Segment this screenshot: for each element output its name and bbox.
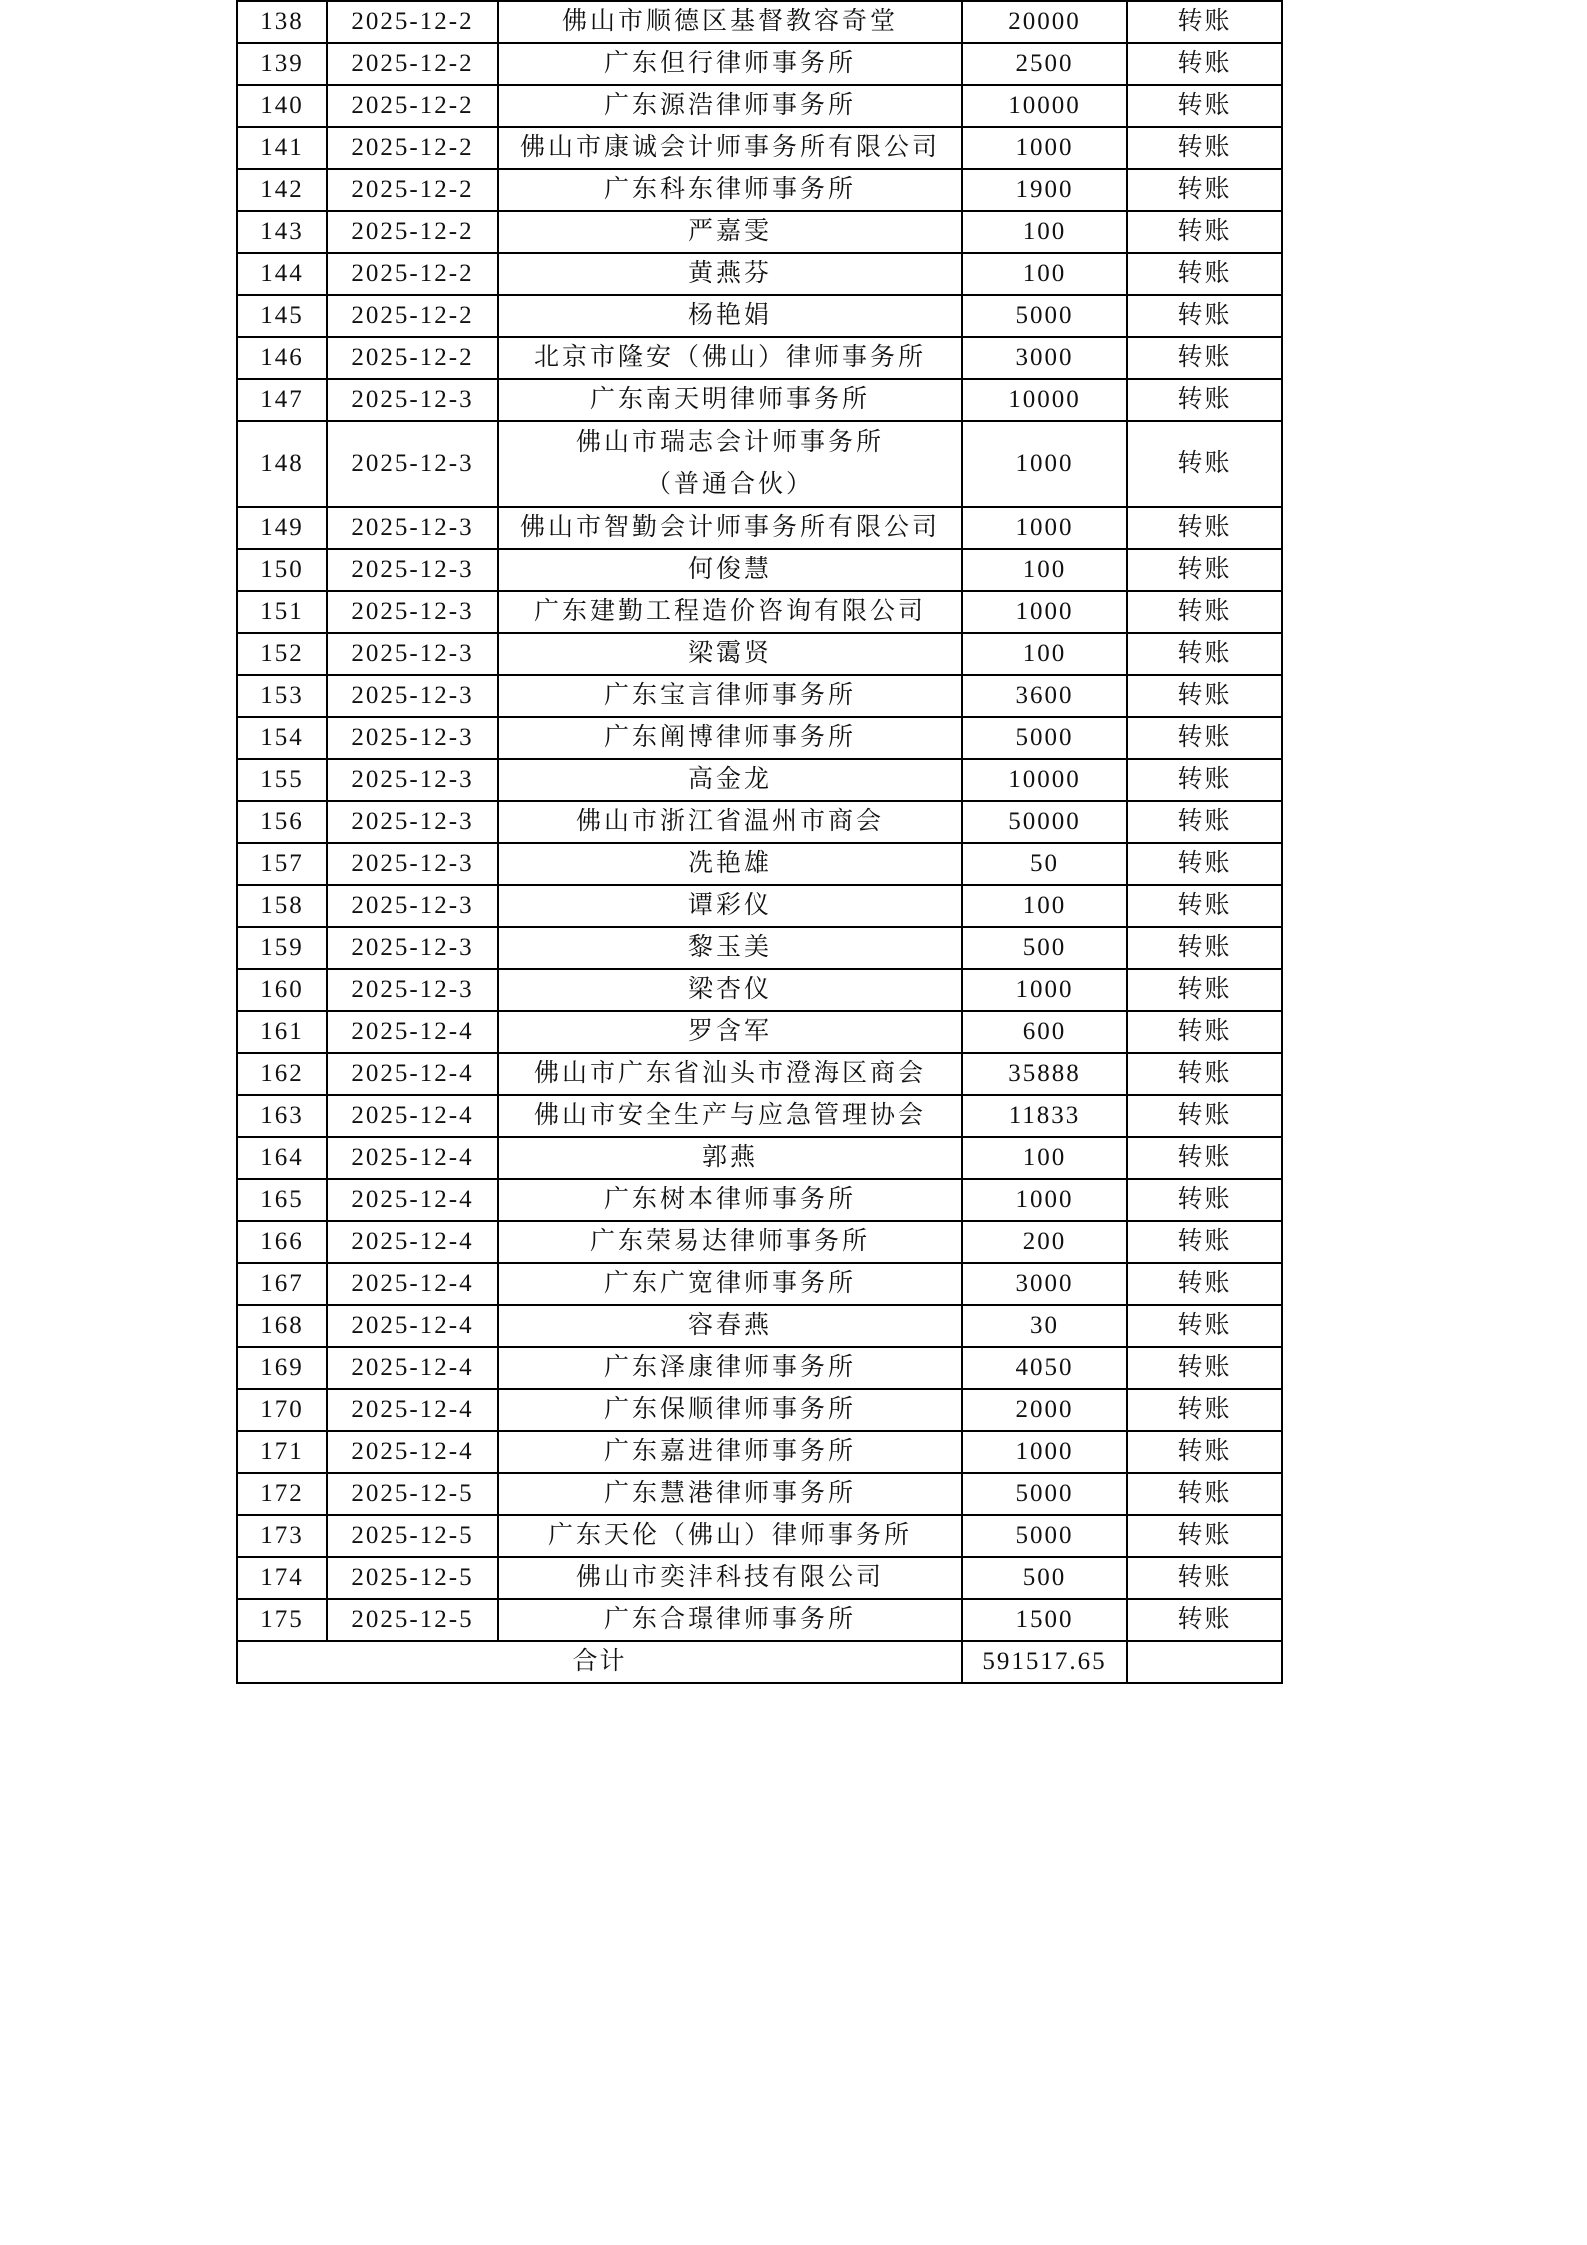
table-row xyxy=(237,1263,1282,1305)
table-row xyxy=(237,1389,1282,1431)
table-row xyxy=(237,927,1282,969)
row-amount: 100 xyxy=(962,633,1127,675)
row-number: 165 xyxy=(237,1179,327,1221)
row-method: 转账 xyxy=(1127,1179,1282,1221)
row-donor: 广东但行律师事务所 xyxy=(498,43,962,85)
row-method: 转账 xyxy=(1127,1095,1282,1137)
row-date: 2025-12-3 xyxy=(327,885,498,927)
row-number: 144 xyxy=(237,253,327,295)
row-amount: 10000 xyxy=(962,379,1127,421)
row-number: 150 xyxy=(237,549,327,591)
row-date: 2025-12-5 xyxy=(327,1599,498,1641)
table-row xyxy=(237,507,1282,549)
row-amount: 100 xyxy=(962,549,1127,591)
row-number: 157 xyxy=(237,843,327,885)
row-donor: 广东建勤工程造价咨询有限公司 xyxy=(498,591,962,633)
row-date: 2025-12-3 xyxy=(327,633,498,675)
total-label: 合计 xyxy=(237,1641,962,1683)
row-method: 转账 xyxy=(1127,1137,1282,1179)
row-number: 138 xyxy=(237,1,327,43)
table-row xyxy=(237,43,1282,85)
row-number: 155 xyxy=(237,759,327,801)
row-amount: 5000 xyxy=(962,1515,1127,1557)
row-amount: 10000 xyxy=(962,85,1127,127)
row-method: 转账 xyxy=(1127,843,1282,885)
row-method: 转账 xyxy=(1127,169,1282,211)
row-donor: 广东保顺律师事务所 xyxy=(498,1389,962,1431)
row-number: 143 xyxy=(237,211,327,253)
row-donor: 佛山市浙江省温州市商会 xyxy=(498,801,962,843)
row-date: 2025-12-2 xyxy=(327,85,498,127)
table-row xyxy=(237,1221,1282,1263)
row-donor: 黄燕芬 xyxy=(498,253,962,295)
table-row xyxy=(237,969,1282,1011)
row-donor: 佛山市顺德区基督教容奇堂 xyxy=(498,1,962,43)
row-method: 转账 xyxy=(1127,1053,1282,1095)
row-date: 2025-12-2 xyxy=(327,43,498,85)
row-amount: 500 xyxy=(962,1557,1127,1599)
row-number: 164 xyxy=(237,1137,327,1179)
row-number: 160 xyxy=(237,969,327,1011)
row-donor: 佛山市安全生产与应急管理协会 xyxy=(498,1095,962,1137)
row-amount: 1000 xyxy=(962,127,1127,169)
row-donor: 梁杏仪 xyxy=(498,969,962,1011)
table-row xyxy=(237,885,1282,927)
row-date: 2025-12-4 xyxy=(327,1179,498,1221)
table-row xyxy=(237,211,1282,253)
total-method xyxy=(1127,1641,1282,1683)
row-donor: 广东宝言律师事务所 xyxy=(498,675,962,717)
row-amount: 100 xyxy=(962,1137,1127,1179)
row-amount: 3000 xyxy=(962,337,1127,379)
row-donor: 广东南天明律师事务所 xyxy=(498,379,962,421)
ledger-body xyxy=(237,1,1282,1641)
row-number: 172 xyxy=(237,1473,327,1515)
row-date: 2025-12-4 xyxy=(327,1095,498,1137)
row-date: 2025-12-3 xyxy=(327,549,498,591)
row-number: 167 xyxy=(237,1263,327,1305)
row-number: 141 xyxy=(237,127,327,169)
row-method: 转账 xyxy=(1127,1305,1282,1347)
row-date: 2025-12-2 xyxy=(327,1,498,43)
row-method: 转账 xyxy=(1127,337,1282,379)
row-amount: 5000 xyxy=(962,717,1127,759)
table-row xyxy=(237,1599,1282,1641)
table-row xyxy=(237,421,1282,507)
row-donor: 广东源浩律师事务所 xyxy=(498,85,962,127)
row-date: 2025-12-3 xyxy=(327,801,498,843)
table-row xyxy=(237,549,1282,591)
row-amount: 1000 xyxy=(962,1431,1127,1473)
row-date: 2025-12-3 xyxy=(327,843,498,885)
row-amount: 50000 xyxy=(962,801,1127,843)
row-amount: 5000 xyxy=(962,1473,1127,1515)
row-donor: 何俊慧 xyxy=(498,549,962,591)
row-donor: 广东泽康律师事务所 xyxy=(498,1347,962,1389)
row-number: 170 xyxy=(237,1389,327,1431)
table-row xyxy=(237,1305,1282,1347)
row-method: 转账 xyxy=(1127,927,1282,969)
row-amount: 100 xyxy=(962,253,1127,295)
row-number: 145 xyxy=(237,295,327,337)
row-donor: 郭燕 xyxy=(498,1137,962,1179)
row-method: 转账 xyxy=(1127,43,1282,85)
row-date: 2025-12-4 xyxy=(327,1011,498,1053)
row-method: 转账 xyxy=(1127,1221,1282,1263)
table-row xyxy=(237,337,1282,379)
table-row xyxy=(237,717,1282,759)
table-row xyxy=(237,1431,1282,1473)
row-date: 2025-12-2 xyxy=(327,295,498,337)
total-row xyxy=(237,1641,1282,1683)
row-amount: 35888 xyxy=(962,1053,1127,1095)
row-date: 2025-12-4 xyxy=(327,1263,498,1305)
row-date: 2025-12-4 xyxy=(327,1431,498,1473)
table-row xyxy=(237,633,1282,675)
row-donor: 罗含军 xyxy=(498,1011,962,1053)
row-donor: 广东树本律师事务所 xyxy=(498,1179,962,1221)
row-method: 转账 xyxy=(1127,295,1282,337)
row-date: 2025-12-2 xyxy=(327,337,498,379)
table-row xyxy=(237,1,1282,43)
row-amount: 2000 xyxy=(962,1389,1127,1431)
row-amount: 20000 xyxy=(962,1,1127,43)
row-number: 139 xyxy=(237,43,327,85)
row-amount: 2500 xyxy=(962,43,1127,85)
row-donor: 广东慧港律师事务所 xyxy=(498,1473,962,1515)
table-row xyxy=(237,1179,1282,1221)
table-row xyxy=(237,379,1282,421)
table-row xyxy=(237,759,1282,801)
row-date: 2025-12-3 xyxy=(327,969,498,1011)
row-date: 2025-12-2 xyxy=(327,253,498,295)
row-donor: 佛山市康诚会计师事务所有限公司 xyxy=(498,127,962,169)
row-method: 转账 xyxy=(1127,1473,1282,1515)
row-donor: 高金龙 xyxy=(498,759,962,801)
row-amount: 4050 xyxy=(962,1347,1127,1389)
row-amount: 5000 xyxy=(962,295,1127,337)
row-donor: 梁霭贤 xyxy=(498,633,962,675)
table-row xyxy=(237,1515,1282,1557)
row-amount: 11833 xyxy=(962,1095,1127,1137)
row-amount: 500 xyxy=(962,927,1127,969)
row-date: 2025-12-3 xyxy=(327,421,498,507)
row-number: 159 xyxy=(237,927,327,969)
table-row xyxy=(237,169,1282,211)
table-row xyxy=(237,253,1282,295)
row-date: 2025-12-5 xyxy=(327,1473,498,1515)
row-date: 2025-12-2 xyxy=(327,169,498,211)
row-method: 转账 xyxy=(1127,1431,1282,1473)
row-method: 转账 xyxy=(1127,1,1282,43)
row-number: 146 xyxy=(237,337,327,379)
row-number: 161 xyxy=(237,1011,327,1053)
row-method: 转账 xyxy=(1127,801,1282,843)
row-date: 2025-12-2 xyxy=(327,127,498,169)
row-date: 2025-12-2 xyxy=(327,211,498,253)
row-date: 2025-12-4 xyxy=(327,1053,498,1095)
table-row xyxy=(237,127,1282,169)
row-donor: 佛山市奕沣科技有限公司 xyxy=(498,1557,962,1599)
row-date: 2025-12-4 xyxy=(327,1305,498,1347)
row-method: 转账 xyxy=(1127,1599,1282,1641)
row-donor: 北京市隆安（佛山）律师事务所 xyxy=(498,337,962,379)
row-number: 147 xyxy=(237,379,327,421)
row-date: 2025-12-3 xyxy=(327,507,498,549)
row-donor: 严嘉雯 xyxy=(498,211,962,253)
row-method: 转账 xyxy=(1127,1263,1282,1305)
table-row xyxy=(237,843,1282,885)
row-date: 2025-12-3 xyxy=(327,927,498,969)
donor-line-1: 佛山市瑞志会计师事务所 xyxy=(575,429,884,456)
table-row xyxy=(237,591,1282,633)
row-date: 2025-12-4 xyxy=(327,1389,498,1431)
row-amount: 1000 xyxy=(962,1179,1127,1221)
row-method: 转账 xyxy=(1127,211,1282,253)
row-amount: 30 xyxy=(962,1305,1127,1347)
row-donor xyxy=(498,421,962,507)
row-method: 转账 xyxy=(1127,549,1282,591)
row-number: 162 xyxy=(237,1053,327,1095)
table-row xyxy=(237,801,1282,843)
row-amount: 1000 xyxy=(962,591,1127,633)
row-method: 转账 xyxy=(1127,421,1282,507)
row-amount: 1000 xyxy=(962,507,1127,549)
row-amount: 10000 xyxy=(962,759,1127,801)
row-method: 转账 xyxy=(1127,1011,1282,1053)
row-number: 152 xyxy=(237,633,327,675)
table-row xyxy=(237,1557,1282,1599)
donation-ledger-table xyxy=(236,0,1283,1684)
row-method: 转账 xyxy=(1127,633,1282,675)
table-row xyxy=(237,85,1282,127)
table-row xyxy=(237,1347,1282,1389)
row-number: 148 xyxy=(237,421,327,507)
row-date: 2025-12-3 xyxy=(327,717,498,759)
row-date: 2025-12-5 xyxy=(327,1515,498,1557)
row-method: 转账 xyxy=(1127,507,1282,549)
row-number: 173 xyxy=(237,1515,327,1557)
row-donor: 冼艳雄 xyxy=(498,843,962,885)
row-donor: 容春燕 xyxy=(498,1305,962,1347)
row-amount: 1000 xyxy=(962,421,1127,507)
row-number: 149 xyxy=(237,507,327,549)
row-amount: 200 xyxy=(962,1221,1127,1263)
row-date: 2025-12-3 xyxy=(327,591,498,633)
table-row xyxy=(237,295,1282,337)
row-date: 2025-12-4 xyxy=(327,1347,498,1389)
row-number: 168 xyxy=(237,1305,327,1347)
row-amount: 3600 xyxy=(962,675,1127,717)
table-row xyxy=(237,1011,1282,1053)
row-number: 174 xyxy=(237,1557,327,1599)
donor-line-2: （普通合伙） xyxy=(645,471,814,498)
row-number: 140 xyxy=(237,85,327,127)
row-number: 142 xyxy=(237,169,327,211)
row-number: 153 xyxy=(237,675,327,717)
table-row xyxy=(237,1053,1282,1095)
row-number: 175 xyxy=(237,1599,327,1641)
row-amount: 1500 xyxy=(962,1599,1127,1641)
row-method: 转账 xyxy=(1127,591,1282,633)
row-number: 163 xyxy=(237,1095,327,1137)
row-donor: 广东天伦（佛山）律师事务所 xyxy=(498,1515,962,1557)
row-donor: 佛山市广东省汕头市澄海区商会 xyxy=(498,1053,962,1095)
table-row xyxy=(237,675,1282,717)
row-method: 转账 xyxy=(1127,1347,1282,1389)
row-donor: 广东科东律师事务所 xyxy=(498,169,962,211)
row-method: 转账 xyxy=(1127,253,1282,295)
row-donor: 黎玉美 xyxy=(498,927,962,969)
row-date: 2025-12-4 xyxy=(327,1137,498,1179)
row-amount: 3000 xyxy=(962,1263,1127,1305)
row-method: 转账 xyxy=(1127,85,1282,127)
row-date: 2025-12-3 xyxy=(327,379,498,421)
row-method: 转账 xyxy=(1127,969,1282,1011)
row-method: 转账 xyxy=(1127,885,1282,927)
row-date: 2025-12-5 xyxy=(327,1557,498,1599)
row-method: 转账 xyxy=(1127,127,1282,169)
table-row xyxy=(237,1095,1282,1137)
row-method: 转账 xyxy=(1127,379,1282,421)
row-amount: 1900 xyxy=(962,169,1127,211)
row-number: 156 xyxy=(237,801,327,843)
table-row xyxy=(237,1473,1282,1515)
row-donor: 广东合璟律师事务所 xyxy=(498,1599,962,1641)
row-amount: 600 xyxy=(962,1011,1127,1053)
row-amount: 50 xyxy=(962,843,1127,885)
row-donor: 谭彩仪 xyxy=(498,885,962,927)
row-method: 转账 xyxy=(1127,1389,1282,1431)
row-date: 2025-12-3 xyxy=(327,675,498,717)
row-number: 154 xyxy=(237,717,327,759)
row-method: 转账 xyxy=(1127,675,1282,717)
row-number: 158 xyxy=(237,885,327,927)
row-donor: 广东荣易达律师事务所 xyxy=(498,1221,962,1263)
row-donor: 佛山市智勤会计师事务所有限公司 xyxy=(498,507,962,549)
total-amount: 591517.65 xyxy=(962,1641,1127,1683)
row-donor: 广东嘉进律师事务所 xyxy=(498,1431,962,1473)
row-donor: 广东阐博律师事务所 xyxy=(498,717,962,759)
row-date: 2025-12-3 xyxy=(327,759,498,801)
row-number: 166 xyxy=(237,1221,327,1263)
row-amount: 1000 xyxy=(962,969,1127,1011)
row-date: 2025-12-4 xyxy=(327,1221,498,1263)
row-amount: 100 xyxy=(962,211,1127,253)
row-number: 171 xyxy=(237,1431,327,1473)
row-donor: 杨艳娟 xyxy=(498,295,962,337)
row-number: 169 xyxy=(237,1347,327,1389)
row-method: 转账 xyxy=(1127,1515,1282,1557)
row-number: 151 xyxy=(237,591,327,633)
table-row xyxy=(237,1137,1282,1179)
row-method: 转账 xyxy=(1127,1557,1282,1599)
row-donor: 广东广宽律师事务所 xyxy=(498,1263,962,1305)
row-amount: 100 xyxy=(962,885,1127,927)
row-method: 转账 xyxy=(1127,717,1282,759)
row-method: 转账 xyxy=(1127,759,1282,801)
